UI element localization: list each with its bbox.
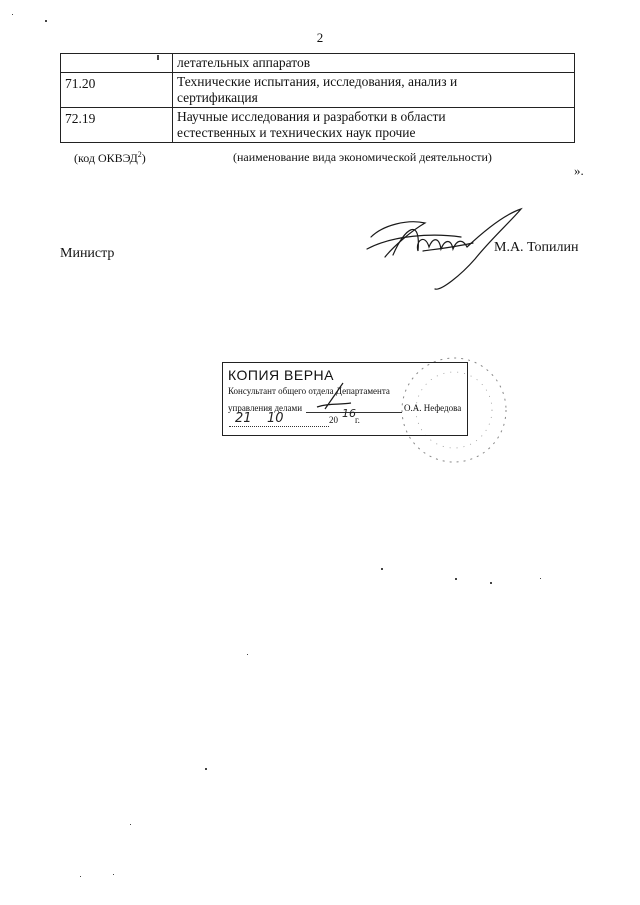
stamp-date-month: 10 — [267, 411, 284, 426]
okved-code-cell: 72.19 — [61, 108, 173, 143]
stamp-name: О.А. Нефедова — [404, 403, 462, 413]
table-row — [61, 54, 575, 73]
name-caption: (наименование вида экономической деятельности) — [233, 150, 492, 164]
okved-name-line: естественных и технических наук прочие — [177, 125, 416, 140]
okved-table — [60, 53, 575, 143]
okved-name-cell — [173, 54, 575, 73]
okved-name-line: Научные исследования и разработки в области — [177, 109, 446, 124]
okved-name-line: Технические испытания, исследования, анализ и — [177, 74, 458, 89]
okved-name-line: сертификация — [177, 90, 258, 105]
stamp-date-underline — [229, 426, 329, 427]
okved-name-cell — [173, 108, 575, 143]
code-caption-close: ) — [141, 151, 146, 165]
okved-code-cell — [61, 54, 173, 73]
signer-name: М.А. Топилин — [494, 240, 579, 255]
stamp-date-year-prefix: 20 — [329, 415, 338, 425]
okved-name-line: летательных аппаратов — [177, 55, 311, 70]
code-caption-text: (код ОКВЭД — [74, 151, 138, 165]
stamp-date-day: 21 — [235, 411, 252, 426]
certified-copy-stamp — [222, 362, 468, 436]
stamp-date-year-suffix: 16 — [342, 407, 356, 420]
table-row — [61, 108, 575, 143]
stamp-department-line: управления делами — [228, 403, 303, 413]
closing-quote: ». — [574, 163, 584, 178]
stamp-title: КОПИЯ ВЕРНА — [228, 367, 334, 383]
code-caption — [74, 150, 146, 166]
signatory-position: Министр — [60, 246, 115, 261]
stamp-position-line: Консультант общего отдела Департамента — [228, 386, 390, 396]
okved-name-cell — [173, 73, 575, 108]
okved-code-cell: 71.20 — [61, 73, 173, 108]
footnote-marker: 2 — [137, 150, 142, 159]
page-number: 2 — [316, 30, 324, 45]
table-row — [61, 73, 575, 108]
stamp-date-g: г. — [355, 415, 360, 425]
